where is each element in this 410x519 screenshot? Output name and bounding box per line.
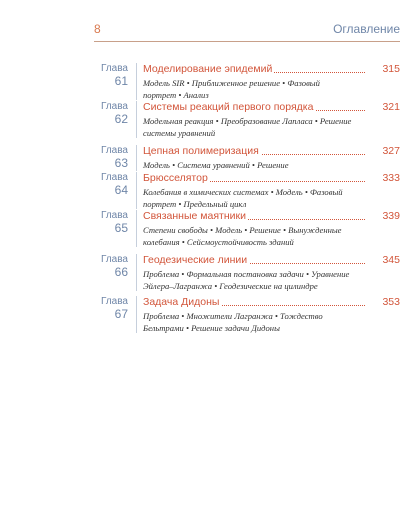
- chapter-number: 63: [114, 156, 128, 170]
- chapter-page-number: 345: [366, 254, 400, 266]
- chapter-title-text: Брюсселятор: [143, 172, 208, 184]
- chapter-label: Глава: [100, 296, 128, 307]
- chapter-number: 62: [114, 112, 128, 126]
- chapter-title[interactable]: [143, 254, 395, 266]
- chapter-divider: [136, 210, 137, 247]
- chapter-topics: Проблема • Множители Лагранжа • Тождество: [143, 311, 323, 321]
- chapter-title[interactable]: [143, 63, 395, 75]
- chapter-number: 67: [114, 307, 128, 321]
- chapter-label: Глава: [100, 145, 128, 156]
- chapter-label: Глава: [100, 101, 128, 112]
- chapter-page-number: 353: [366, 296, 400, 308]
- chapter-topics: Модель SIR • Приближенное решение • Фазовый: [143, 78, 320, 88]
- chapter-topics: портрет • Предельный цикл: [143, 198, 247, 209]
- chapter-title[interactable]: [143, 210, 395, 222]
- chapter-divider: [136, 101, 137, 138]
- header-title: Оглавление: [333, 22, 400, 36]
- chapter-page-number: 333: [366, 172, 400, 184]
- chapter-number: 61: [114, 74, 128, 88]
- chapter-label: Глава: [100, 172, 128, 183]
- chapter-title[interactable]: [143, 172, 395, 184]
- chapter-topics: Бельтрами • Решение задачи Дидоны: [143, 322, 280, 333]
- chapter-title[interactable]: [143, 296, 395, 308]
- chapter-title-text: Задача Дидоны: [143, 296, 220, 308]
- page-header: [94, 22, 400, 38]
- chapter-topics: Модель • Система уравнений • Решение: [143, 160, 289, 170]
- chapter-label: Глава: [100, 254, 128, 265]
- chapter-topics: Модельная реакция • Преобразование Лапласа • Решение: [143, 116, 352, 126]
- chapter-title-text: Цепная полимеризация: [143, 145, 259, 157]
- chapter-page-number: 315: [366, 63, 400, 75]
- chapter-divider: [136, 296, 137, 333]
- chapter-number: 65: [114, 221, 128, 235]
- chapter-number: 64: [114, 183, 128, 197]
- chapter-title-text: Связанные маятники: [143, 210, 246, 222]
- chapter-label: Глава: [100, 63, 128, 74]
- chapter-divider: [136, 63, 137, 100]
- chapter-topics: системы уравнений: [143, 127, 216, 138]
- chapter-topics: Степени свободы • Модель • Решение • Вынужденные: [143, 225, 342, 235]
- chapter-title-text: Системы реакций первого порядка: [143, 101, 314, 113]
- chapter-topics: Колебания в химических системах • Модель • Фазовый: [143, 187, 343, 197]
- chapter-title[interactable]: [143, 101, 395, 113]
- chapter-divider: [136, 172, 137, 209]
- chapter-topics: колебания • Сейсмоустойчивость зданий: [143, 236, 294, 247]
- chapter-page-number: 339: [366, 210, 400, 222]
- chapter-divider: [136, 145, 137, 171]
- chapter-page-number: 321: [366, 101, 400, 113]
- page-number: 8: [94, 22, 101, 36]
- chapter-page-number: 327: [366, 145, 400, 157]
- chapter-topics: Проблема • Формальная постановка задачи • Уравнение: [143, 269, 350, 279]
- chapter-title-text: Моделирование эпидемий: [143, 63, 273, 75]
- chapter-title-text: Геодезические линии: [143, 254, 248, 266]
- chapter-divider: [136, 254, 137, 291]
- chapter-title[interactable]: [143, 145, 395, 157]
- header-rule: [94, 41, 400, 42]
- chapter-topics: портрет • Анализ: [143, 89, 209, 100]
- chapter-label: Глава: [100, 210, 128, 221]
- chapter-number: 66: [114, 265, 128, 279]
- chapter-topics: Эйлера–Лагранжа • Геодезические на цилиндре: [143, 280, 318, 291]
